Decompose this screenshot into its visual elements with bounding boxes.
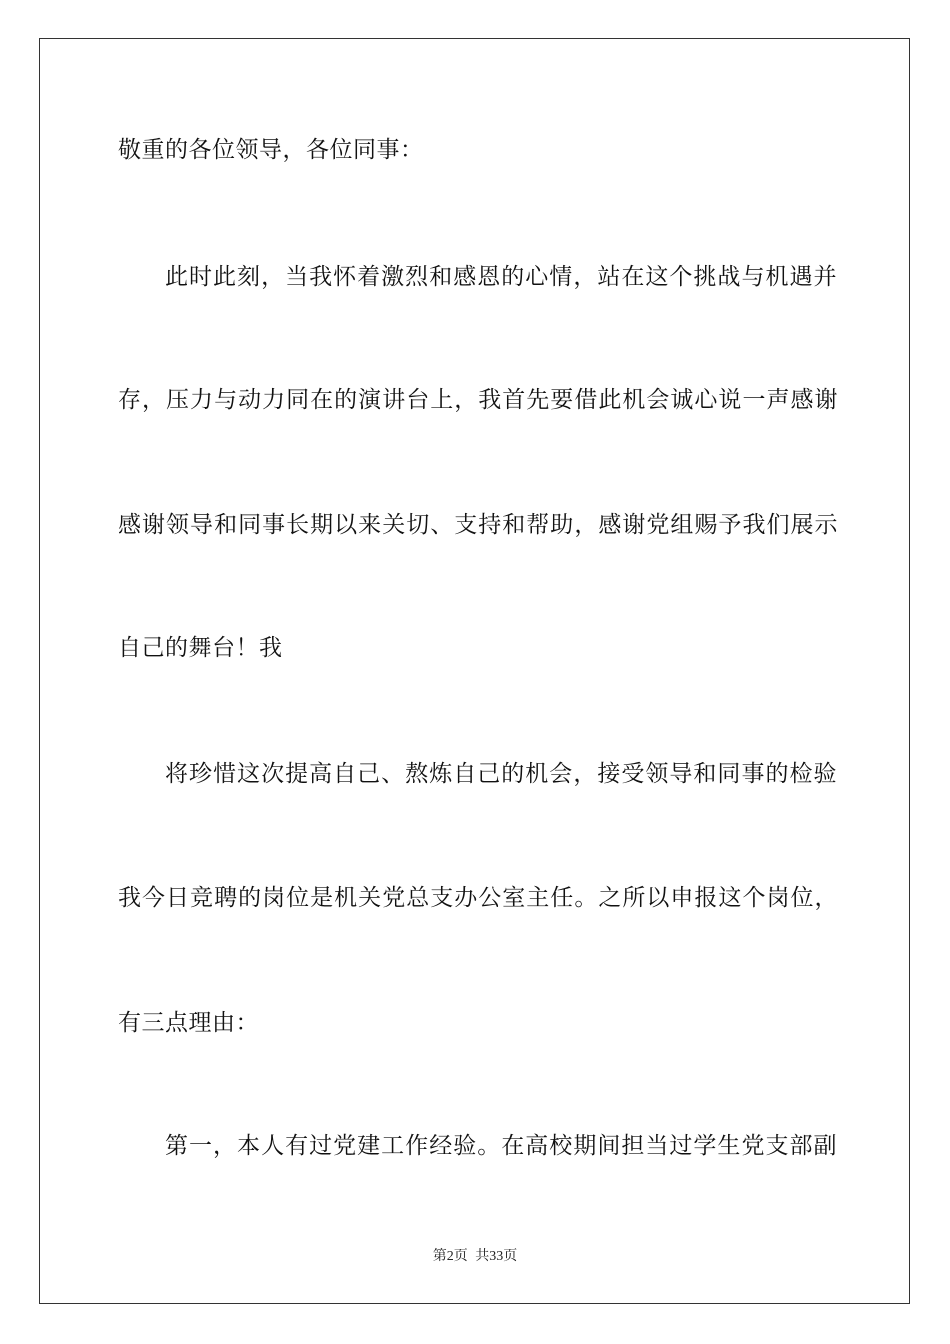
paragraph-line: 将珍惜这次提高自己、熬炼自己的机会，接受领导和同事的检验 xyxy=(165,761,837,787)
salutation: 敬重的各位领导，各位同事： xyxy=(118,137,424,163)
paragraph-line: 感谢领导和同事长期以来关切、支持和帮助，感谢党组赐予我们展示 xyxy=(118,512,838,538)
paragraph-line: 此时此刻，当我怀着激烈和感恩的心情，站在这个挑战与机遇并 xyxy=(165,264,837,290)
paragraph-line: 自己的舞台！我 xyxy=(118,635,283,661)
page-number: 第2页 xyxy=(432,1249,468,1264)
paragraph-line: 有三点理由： xyxy=(118,1010,259,1036)
paragraph-line: 存，压力与动力同在的演讲台上，我首先要借此机会诚心说一声感谢 xyxy=(118,387,838,413)
paragraph-line: 我今日竞聘的岗位是机关党总支办公室主任。之所以申报这个岗位， xyxy=(118,885,838,911)
page-total: 共33页 xyxy=(475,1249,518,1264)
paragraph-line: 第一，本人有过党建工作经验。在高校期间担当过学生党支部副 xyxy=(165,1133,837,1159)
page-border xyxy=(39,38,910,1304)
page-footer xyxy=(0,1248,950,1266)
